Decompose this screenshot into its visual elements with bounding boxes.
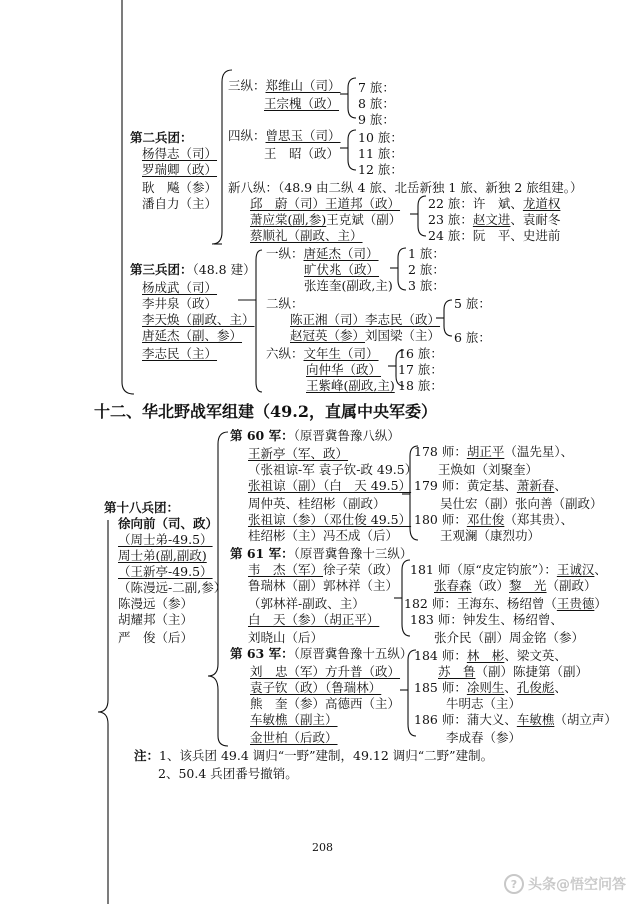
col2-label: 二纵：	[266, 296, 304, 311]
brigade-17: 17 旅：	[398, 362, 443, 377]
col2-line2: 赵冠英（参）刘国梁（主）	[290, 328, 441, 343]
army3-brace	[256, 250, 262, 392]
div186-l1: 186 师：蒲大义、车敏樵（胡立声）	[414, 712, 617, 727]
question-bubble-icon: ?	[504, 874, 524, 894]
a61-line4: 刘晓山（后）	[248, 630, 324, 645]
a61-line2: （郭林祥-副政、主）	[248, 596, 365, 611]
army2-commander: 杨得志（司）	[142, 146, 218, 161]
brigade-5: 5 旅：	[454, 296, 491, 311]
brigade-1: 1 旅：	[408, 246, 445, 261]
brigade-18: 18 旅：	[398, 378, 443, 393]
a60-line5: 桂绍彬（主）冯丕成（后）	[248, 528, 399, 543]
army18-line7: 严 俊（后）	[118, 630, 194, 645]
army3-commander: 杨成武（司）	[142, 280, 218, 295]
xin8-line1: 邱 蔚（司）王道邦（政）	[250, 196, 401, 211]
xin8-line3: 蔡顺礼（副政、主）	[250, 228, 363, 243]
a60-line2: 张祖谅（副）（白 天 49.5）	[248, 478, 412, 493]
a63-line2: 熊 奎（参）高德西（主）	[250, 696, 401, 711]
brigade-22: 22 旅：许 斌、龙道权	[428, 196, 561, 211]
col1-deputy: 张连奎(副政,主)	[304, 278, 393, 293]
army3-deputy-pol: 李天焕（副政、主）	[142, 312, 255, 327]
xin8-note: 新八纵：（48.9 由二纵 4 旅、北岳新独 1 旅、新独 2 旅组建。）	[228, 180, 583, 195]
army3-title: 第三兵团：（48.8 建）	[130, 262, 256, 277]
army18-line3: （王新亭-49.5）	[118, 564, 213, 579]
brigade-11: 11 旅：	[358, 146, 403, 161]
page-number: 208	[312, 841, 333, 854]
a60-line0: 王新亭（军、政）	[248, 446, 349, 461]
a63-line4: 金世柏（后政）	[250, 730, 338, 745]
col1-commissar: 旷伏兆（政）	[304, 262, 380, 277]
div184-l1: 184 师：林 彬、梁文英、	[414, 648, 567, 663]
brigade-10: 10 旅：	[358, 130, 403, 145]
brigade-2: 2 旅：	[408, 262, 445, 277]
div184-l2: 苏 鲁（副）陈捷第（副）	[438, 664, 589, 679]
army2-chief-staff: 耿 飚（参）	[142, 180, 218, 195]
col6-label: 六纵：文年生（司）	[266, 346, 379, 361]
army3-commissar: 李井泉（政）	[142, 296, 218, 311]
army18-line2: 周士弟(副,副政)	[118, 548, 207, 563]
watermark	[504, 874, 626, 894]
army2-title: 第二兵团：	[130, 130, 193, 145]
div186-l2: 李成春（参）	[446, 730, 522, 745]
a61-line3: 白 天（参）（胡正平）	[248, 612, 380, 627]
army18-line6: 胡耀邦（主）	[118, 612, 194, 627]
brigade-24: 24 旅：阮 平、史进前	[428, 228, 561, 243]
brigade-12: 12 旅：	[358, 162, 403, 177]
brigade-3: 3 旅：	[408, 278, 445, 293]
col3-brace	[348, 78, 356, 118]
col2-line1: 陈正湘（司）李志民（政）	[290, 312, 441, 327]
col4-commissar: 王 昭（政）	[264, 146, 340, 161]
a63-line0: 刘 忠（军）方升普（政）	[250, 664, 401, 679]
xin8-brace	[418, 196, 426, 236]
col4-label: 四纵：曾思玉（司）	[228, 128, 341, 143]
main-trunk-line	[122, 0, 134, 394]
a61-title: 第 61 军：（原晋冀鲁豫十三纵）	[230, 546, 413, 561]
army2-commissar: 罗瑞卿（政）	[142, 162, 218, 177]
div178-l2: 王焕如（刘聚奎）	[438, 462, 539, 477]
div183-l2: 张介民（副）周金铭（参）	[434, 630, 585, 645]
col1-brace	[398, 248, 406, 290]
army3-deputy-staff: 唐延杰（副、参）	[142, 328, 243, 343]
a61-line0: 韦 杰（军）徐子荣（政）	[248, 562, 399, 577]
a60-title: 第 60 军：（原晋冀鲁豫八纵）	[230, 428, 400, 443]
div181-l2: 张春森（政）黎 光（副政）	[434, 578, 597, 593]
a63-line1: 袁子钦（政）（鲁瑞林）	[250, 680, 382, 695]
a63-line3: 车敏樵（副主）	[250, 712, 338, 727]
col4-brace	[348, 130, 356, 170]
army18-title: 第十八兵团：	[104, 500, 180, 515]
div180-l1: 180 师：邓仕俊（郑其贵）、	[414, 512, 574, 527]
army18-line5: 陈漫远（参）	[118, 596, 194, 611]
note-2: 2、50.4 兵团番号撤销。	[158, 766, 298, 781]
div181-l1: 181 师（原“皮定钧旅”）：王诚汉、	[410, 562, 607, 577]
a60-line4: 张祖谅（参）（邓仕俊 49.5）	[248, 512, 412, 527]
a60-line1: （张祖谅-军 袁子钦-政 49.5）	[248, 462, 418, 477]
div183-l1: 183 师：钟发生、杨绍曾、	[410, 612, 563, 627]
div185-l1: 185 师：凃则生、孔俊彪、	[414, 680, 567, 695]
div182-l1: 182 师：王海东、杨绍曾（王贵德）	[404, 596, 607, 611]
col3-commissar: 王宗槐（政）	[264, 96, 340, 111]
army18-line1: （周士弟-49.5）	[118, 532, 213, 547]
army18-left-trunk	[98, 520, 108, 904]
col6-commissar: 向仲华（政）	[306, 362, 382, 377]
a60-line3: 周仲英、桂绍彬（副政）	[248, 496, 386, 511]
div179-l2: 吴仕宏（副）张向善（副政）	[440, 496, 603, 511]
brigade-16: 16 旅：	[398, 346, 443, 361]
col3-label: 三纵：郑维山（司）	[228, 78, 341, 93]
xin8-line2: 萧应棠(副,参)王克斌（副）	[250, 212, 402, 227]
col1-label: 一纵：唐延杰（司）	[266, 246, 379, 261]
section-heading: 十二、华北野战军组建（49.2，直属中央军委）	[94, 402, 437, 421]
watermark-text: 头条@悟空问答	[528, 877, 626, 893]
div179-l1: 179 师：黄定基、萧新春、	[414, 478, 567, 493]
army18-line0: 徐向前（司、政）	[118, 516, 219, 531]
army2-political: 潘自力（主）	[142, 196, 218, 211]
brigade-23: 23 旅：赵文进、袁耐冬	[428, 212, 561, 227]
col2-brace	[444, 300, 452, 336]
brigade-6: 6 旅：	[454, 330, 491, 345]
army18-line4: （陈漫远-二副,参）	[118, 580, 227, 595]
brigade-8: 8 旅：	[358, 96, 395, 111]
brigade-9: 9 旅：	[358, 112, 395, 127]
col6-deputy: 王紫峰(副政,主)	[306, 378, 395, 393]
div180-l2: 王观澜（康烈功）	[440, 528, 541, 543]
a63-title: 第 63 军：（原晋冀鲁豫十五纵）	[230, 646, 413, 661]
army3-political: 李志民（主）	[142, 346, 218, 361]
brigade-7: 7 旅：	[358, 80, 395, 95]
div178-l1: 178 师：胡正平（温先星）、	[414, 444, 574, 459]
a61-line1: 鲁瑞林（副）郭林祥（主）	[248, 578, 399, 593]
note-1: 注：1、该兵团 49.4 调归“一野”建制，49.12 调归“二野”建制。	[134, 748, 494, 763]
div185-l2: 牛明志（主）	[446, 696, 522, 711]
